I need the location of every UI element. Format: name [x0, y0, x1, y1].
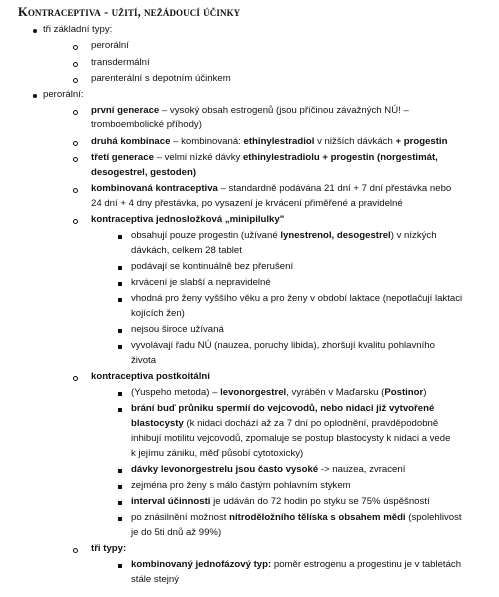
bullet-circle-icon	[73, 157, 78, 162]
bullet-disc-icon	[33, 94, 37, 98]
list-item-text: dávkách, celkem 28 tablet	[131, 245, 242, 256]
bullet-square-icon	[118, 517, 122, 521]
list-item-item-peroralni	[91, 39, 129, 54]
list-item-text: brání buď průniku spermií do vejcovodů, nebo nidaci již vytvořené	[131, 403, 435, 414]
bullet-circle-icon	[73, 78, 78, 83]
list-item-text: 24 dní + 4 dny přestávka, po vysazení je krvácení přiměřené a pravidelné	[91, 198, 403, 209]
list-item-text: perorální:	[43, 89, 84, 100]
list-item-continuation	[131, 447, 303, 462]
list-item-sub-znasilneni	[131, 511, 462, 526]
list-item-text: k jejímu zániku, měď působí cytotoxicky)	[131, 448, 304, 459]
list-item-text: života	[131, 355, 157, 366]
list-item-item-postkoitalni	[91, 370, 210, 385]
list-item-text: dávky levonorgestrelu jsou často vysoké	[131, 464, 319, 475]
bullet-square-icon	[118, 485, 122, 489]
list-item-continuation	[91, 166, 196, 181]
list-item-text: tři typy:	[91, 543, 127, 554]
list-item-sub-brani	[131, 402, 434, 417]
title-text: Kontraceptiva - užití, nežádoucí účinky	[18, 5, 241, 19]
list-item-sub-interval	[131, 495, 430, 510]
list-item-bullet-peroralni	[43, 88, 84, 103]
document-title	[18, 5, 240, 20]
list-item-text: poměr estrogenu a progestinu je v tabletách	[271, 559, 462, 570]
list-item-text: blastocysty	[131, 418, 184, 429]
bullet-circle-icon	[73, 219, 78, 224]
list-item-text: ethinylestradiol	[243, 136, 315, 147]
list-item-item-druha-kombinace	[91, 135, 447, 150]
list-item-text: – velmi nízké dávky	[153, 152, 243, 163]
list-item-text: ethinylestradiolu + progestin (norgestimát,	[242, 152, 438, 163]
bullet-square-icon	[118, 392, 122, 396]
bullet-circle-icon	[73, 188, 78, 193]
list-item-item-prvni-generace	[91, 104, 409, 119]
bullet-circle-icon	[73, 45, 78, 50]
list-item-text: kontraceptiva jednosložková „minipilulky"	[91, 214, 285, 225]
bullet-circle-icon	[73, 110, 78, 115]
list-item-sub-yuspeho	[131, 386, 426, 401]
bullet-square-icon	[118, 501, 122, 505]
list-item-item-minipilulky	[91, 213, 284, 228]
list-item-text: , vyráběn v Maďarsku (	[286, 387, 385, 398]
list-item-text: kontraceptiva postkoitální	[91, 371, 210, 382]
list-item-continuation	[131, 244, 242, 259]
list-item-text: první generace	[91, 105, 160, 116]
list-item-text: perorální	[91, 40, 129, 51]
list-item-text: desogestrel, gestoden)	[91, 167, 197, 178]
list-item-text: + progestin	[395, 136, 448, 147]
list-item-item-parenteralni	[91, 72, 231, 87]
list-item-text: je do 5ti dnů až 99%)	[131, 527, 222, 538]
list-item-sub-siroce	[131, 323, 224, 338]
list-item-text: vhodná pro ženy vyššího věku a pro ženy v období laktace (nepotlačují laktaci	[131, 293, 463, 304]
list-item-text: parenterální s depotním účinkem	[91, 73, 231, 84]
list-item-text: podávají se kontinuálně bez přerušení	[131, 261, 294, 272]
list-item-text: obsahují pouze progestin (užívané	[131, 230, 281, 241]
bullet-square-icon	[118, 345, 122, 349]
bullet-disc-icon	[33, 29, 37, 33]
list-item-sub-nu	[131, 339, 435, 354]
list-item-text: druhá kombinace	[91, 136, 171, 147]
bullet-square-icon	[118, 298, 122, 302]
list-item-text: kojících žen)	[131, 308, 185, 319]
list-item-continuation	[131, 526, 221, 541]
list-item-text: vyvolávají řadu NÚ (nauzea, poruchy libida), zhoršují kvalitu pohlavního	[131, 340, 435, 351]
list-item-text: transdermální	[91, 57, 150, 68]
list-item-continuation	[91, 118, 202, 133]
list-item-text: je udáván do 72 hodin po styku se 75% úspěšností	[210, 496, 430, 507]
list-item-text: krvácení je slabší a nepravidelné	[131, 277, 271, 288]
bullet-circle-icon	[73, 62, 78, 67]
list-item-text: v nižších dávkách	[314, 136, 396, 147]
list-item-continuation	[91, 197, 403, 212]
list-item-text: -> nauzea, zvracení	[318, 464, 406, 475]
list-item-sub-progestin	[131, 229, 437, 244]
list-item-text: ) v nízkých	[390, 230, 437, 241]
list-item-text: interval účinnosti	[131, 496, 211, 507]
bullet-circle-icon	[73, 141, 78, 146]
list-item-text: (Yuspeho metoda) –	[131, 387, 221, 398]
list-item-continuation	[131, 354, 156, 369]
list-item-text: (spolehlivost	[405, 512, 462, 523]
list-item-continuation	[131, 417, 438, 432]
list-item-continuation	[131, 307, 185, 322]
list-item-text: kombinovaná kontraceptiva	[91, 183, 218, 194]
list-item-text: (k nidaci dochází až za 7 dní po oplodnění, pravděpodobně	[183, 418, 439, 429]
list-item-continuation	[131, 573, 179, 588]
list-item-text: )	[423, 387, 427, 398]
list-item-text: zejména pro ženy s málo častým pohlavním stykem	[131, 480, 351, 491]
list-item-text: po znásilnění možnost	[131, 512, 230, 523]
list-item-text: inhibují motilitu vejcovodů, zpomaluje se postup blastocysty k nidaci a vede	[131, 433, 451, 444]
bullet-square-icon	[118, 266, 122, 270]
list-item-text: třetí generace	[91, 152, 154, 163]
list-item-item-transdermalni	[91, 56, 150, 71]
list-item-text: Postinor	[384, 387, 424, 398]
bullet-square-icon	[118, 564, 122, 568]
list-item-text: tromboembolické příhody)	[91, 119, 202, 130]
list-item-text: – kombinovaná:	[170, 136, 244, 147]
list-item-bullet-tri-typy	[43, 23, 112, 38]
list-item-text: kombinovaný jednofázový typ:	[131, 559, 272, 570]
bullet-square-icon	[118, 235, 122, 239]
list-item-item-kombinovana	[91, 182, 451, 197]
bullet-circle-icon	[73, 548, 78, 553]
bullet-square-icon	[118, 329, 122, 333]
list-item-item-treti-generace	[91, 151, 438, 166]
list-item-text: levonorgestrel	[220, 387, 287, 398]
bullet-square-icon	[118, 469, 122, 473]
list-item-sub-kontinualne	[131, 260, 293, 275]
list-item-text: – vysoký obsah estrogenů (jsou příčinou závažných NÚ! –	[159, 105, 409, 116]
list-item-text: nejsou široce užívaná	[131, 324, 224, 335]
list-item-item-tri-typy	[91, 542, 126, 557]
bullet-square-icon	[118, 408, 122, 412]
list-item-text: – standardně podávána 21 dní + 7 dní přestávka nebo	[217, 183, 452, 194]
list-item-sub-vhodna	[131, 292, 462, 307]
list-item-sub-jednofazovy	[131, 558, 461, 573]
bullet-square-icon	[118, 282, 122, 286]
list-item-text: nitroděložního tělíska s obsahem mědi	[229, 512, 406, 523]
list-item-text: stále stejný	[131, 574, 179, 585]
list-item-sub-davky	[131, 463, 405, 478]
list-item-sub-krvaceni	[131, 276, 271, 291]
list-item-sub-zejmena	[131, 479, 351, 494]
bullet-circle-icon	[73, 376, 78, 381]
list-item-text: tři základní typy:	[43, 24, 113, 35]
list-item-text: lynestrenol, desogestrel	[280, 230, 391, 241]
list-item-continuation	[131, 432, 450, 447]
